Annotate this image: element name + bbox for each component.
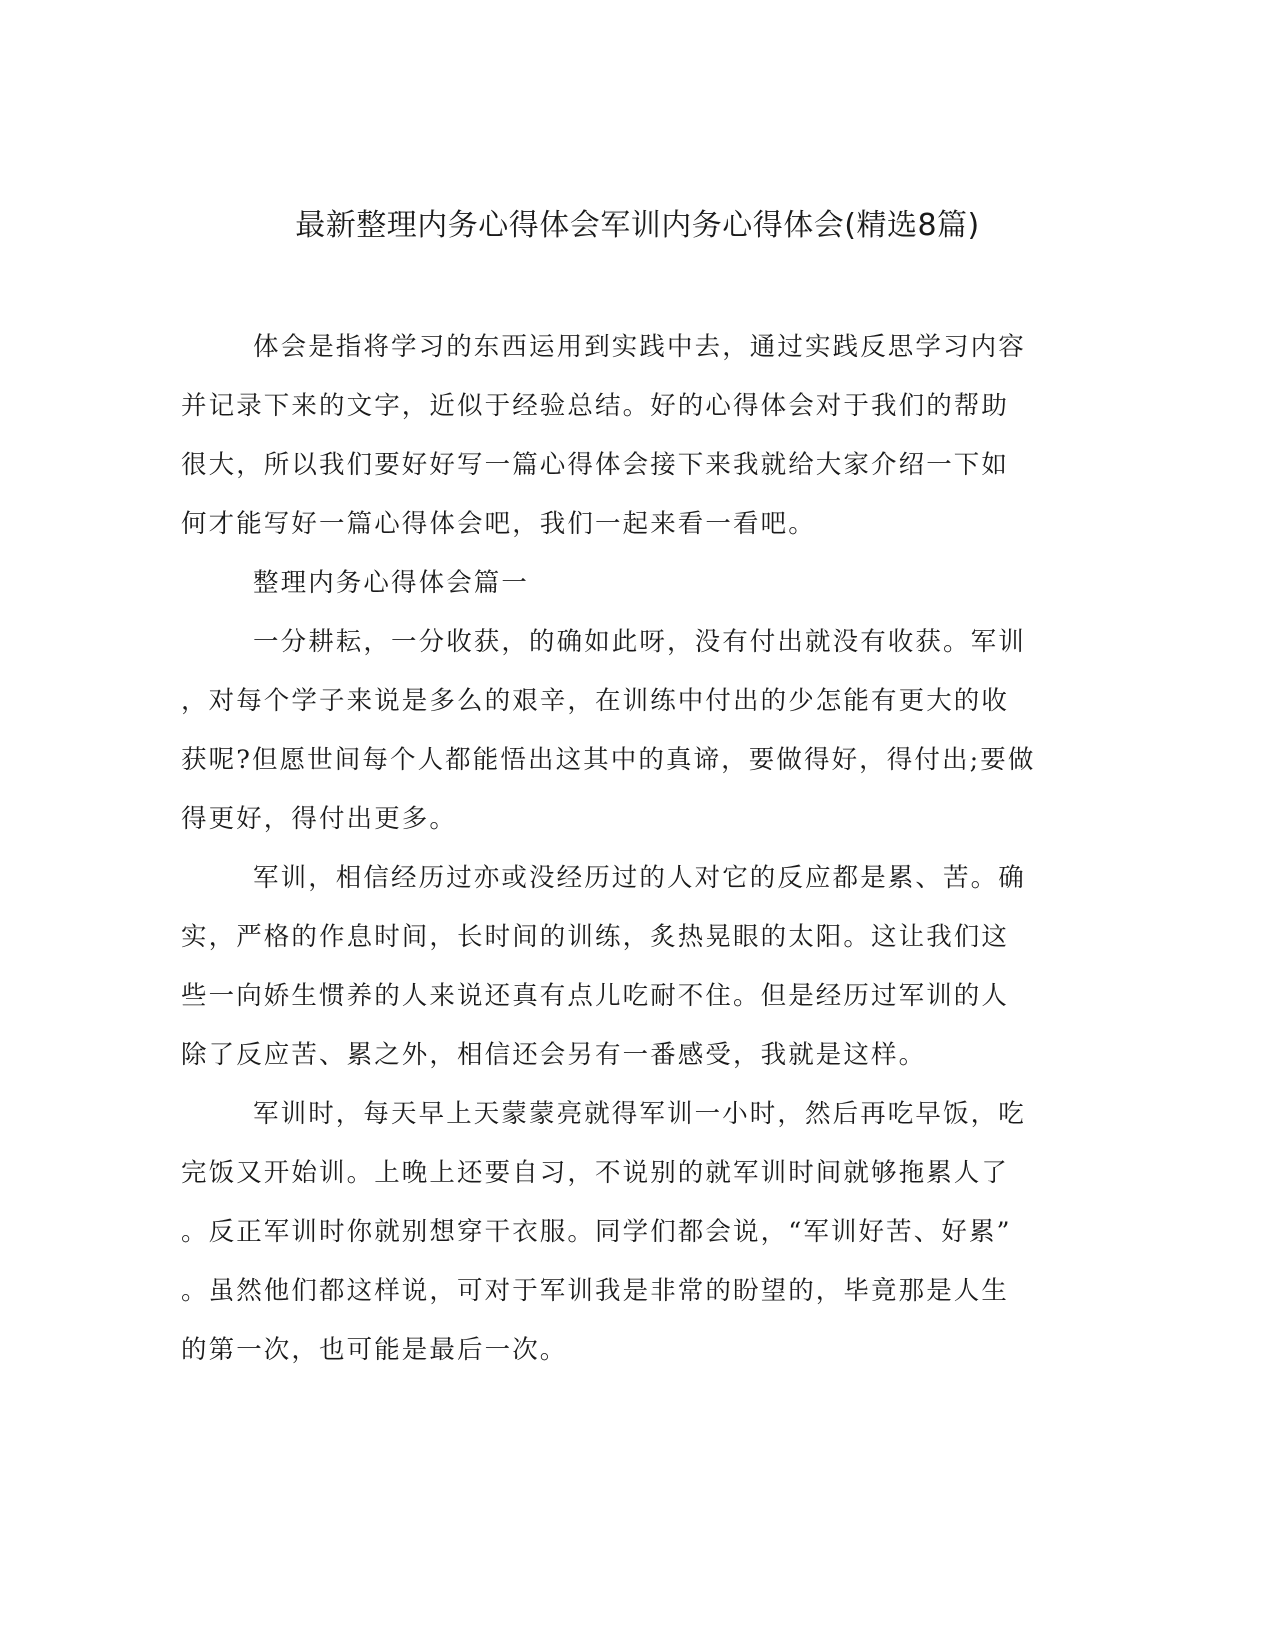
paragraph-line: 体会是指将学习的东西运用到实践中去，通过实践反思学习内容 [253,332,1026,362]
paragraph-line: 一分耕耘，一分收获，的确如此呀，没有付出就没有收获。军训 [253,627,1026,657]
paragraph-line: 的第一次，也可能是最后一次。 [181,1335,568,1365]
paragraph-line: 实，严格的作息时间，长时间的训练，炙热晃眼的太阳。这让我们这 [181,922,1010,952]
paragraph-line: 军训，相信经历过亦或没经历过的人对它的反应都是累、苦。确 [253,863,1026,893]
paragraph-line: 。虽然他们都这样说，可对于军训我是非常的盼望的，毕竟那是人生 [181,1276,1010,1306]
paragraph-line: 得更好，得付出更多。 [181,804,458,834]
paragraph-line: 除了反应苦、累之外，相信还会另有一番感受，我就是这样。 [181,1040,927,1070]
paragraph-line: 些一向娇生惯养的人来说还真有点儿吃耐不住。但是经历过军训的人 [181,981,1010,1011]
document-body [181,318,1061,1380]
paragraph-line: 何才能写好一篇心得体会吧，我们一起来看一看吧。 [181,509,816,539]
paragraph-line: 完饭又开始训。上晚上还要自习，不说别的就军训时间就够拖累人了 [181,1158,1010,1188]
paragraph-line: 并记录下来的文字，近似于经验总结。好的心得体会对于我们的帮助 [181,391,1010,421]
document-title: 最新整理内务心得体会军训内务心得体会(精选8篇) [295,208,980,243]
paragraph-line: ，对每个学子来说是多么的艰辛，在训练中付出的少怎能有更大的收 [181,686,1010,716]
paragraph-line: 获呢?但愿世间每个人都能悟出这其中的真谛，要做得好，得付出;要做 [181,745,1036,775]
paragraph-line: 军训时，每天早上天蒙蒙亮就得军训一小时，然后再吃早饭，吃 [253,1099,1026,1129]
paragraph-line: 。反正军训时你就别想穿干衣服。同学们都会说，“军训好苦、好累” [181,1217,1012,1247]
section-heading: 整理内务心得体会篇一 [253,568,530,598]
paragraph-line: 很大，所以我们要好好写一篇心得体会接下来我就给大家介绍一下如 [181,450,1010,480]
